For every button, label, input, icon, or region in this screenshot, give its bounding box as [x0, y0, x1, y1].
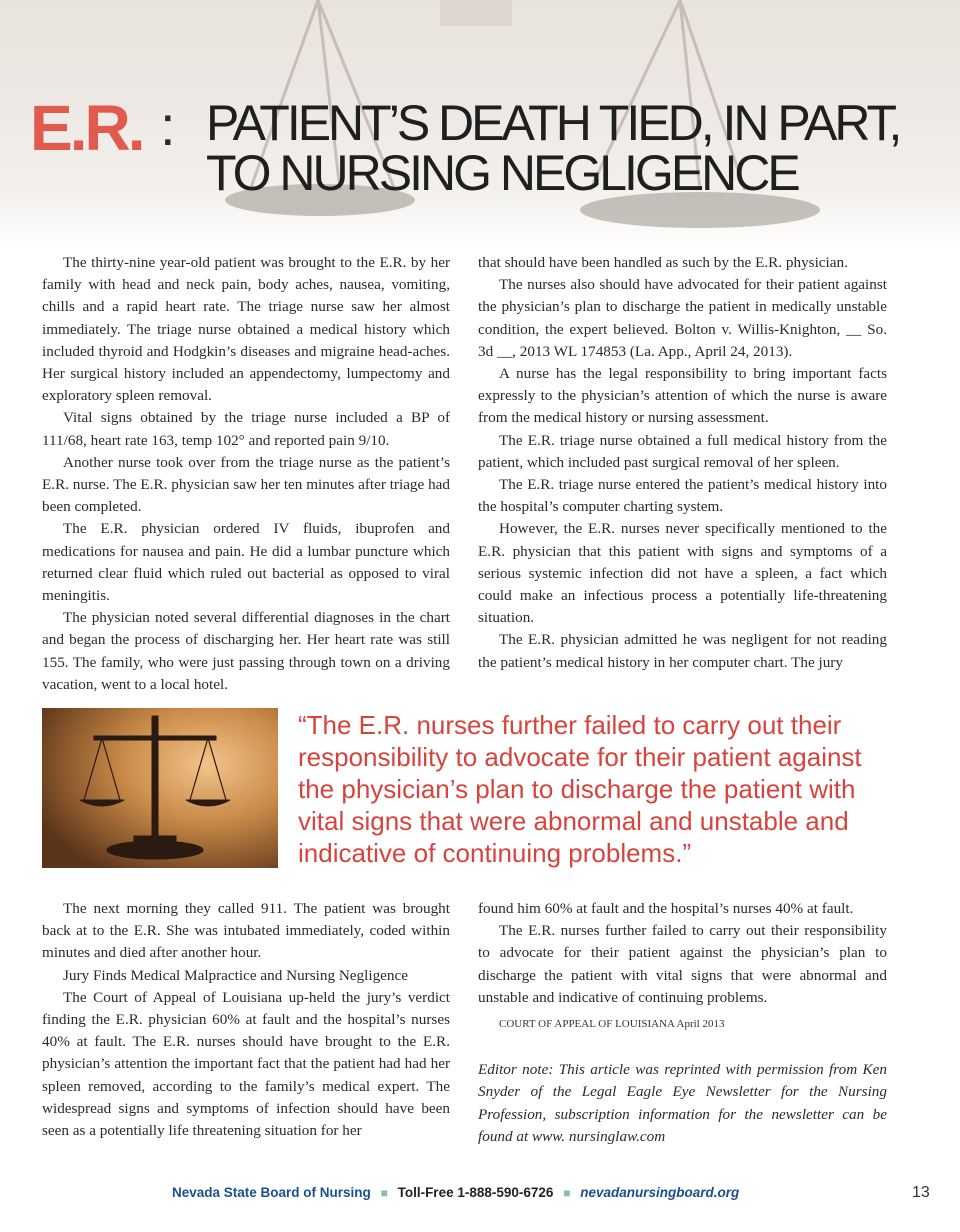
- paragraph: Another nurse took over from the triage nurse as the patient’s E.R. nurse. The E.R. physician saw her ten minutes after triage had been completed.: [42, 453, 450, 516]
- footer-org: Nevada State Board of Nursing: [172, 1185, 371, 1200]
- title-line-1: PATIENT’S DEATH TIED, IN PART,: [206, 95, 900, 151]
- paragraph: However, the E.R. nurses never specifically mentioned to the E.R. physician that this patient with signs and symptoms of a serious systemic infection did not have a spleen, a fact which could make an infectious process a potentially life-threatening situation.: [478, 520, 887, 627]
- subheading: Jury Finds Medical Malpractice and Nursing Negligence: [63, 966, 408, 984]
- paragraph: The E.R. physician admitted he was negligent for not reading the patient’s medical history in her computer chart. The jury: [478, 631, 887, 671]
- paragraph: The thirty-nine year-old patient was brought to the E.R. by her family with head and neck pain, body aches, nausea, vomiting, chills and a rapid heart rate. The triage nurse saw her almost immediately. The triage nurse obtained a medical history which included thyroid and Hodgkin’s diseases and migraine head-aches. Her surgical history included an appendectomy, lumpectomy and exploratory spleen removal.: [42, 254, 450, 405]
- paragraph: The E.R. triage nurse obtained a full medical history from the patient, which included past surgical removal of her spleen.: [478, 431, 887, 471]
- title-colon: :: [160, 94, 176, 157]
- scales-photo: [42, 708, 278, 868]
- separator-icon: ■: [563, 1186, 571, 1200]
- hero-banner-image: [0, 0, 960, 250]
- title-er-label: E.R.: [30, 92, 143, 164]
- title-line-2: TO NURSING NEGLIGENCE: [206, 145, 798, 201]
- separator-icon: ■: [380, 1186, 388, 1200]
- article-column-2: [478, 252, 887, 674]
- footer-bar: [172, 1185, 739, 1200]
- scales-of-justice-icon: [42, 708, 278, 868]
- page-title: [206, 95, 900, 201]
- paragraph: Vital signs obtained by the triage nurse included a BP of 111/68, heart rate 163, temp 102° and reported pain 9/10.: [42, 409, 450, 449]
- footer-toll-free: Toll-Free 1-888-590-6726: [397, 1185, 554, 1200]
- paragraph-continuation: that should have been handled as such by the E.R. physician.: [478, 254, 848, 271]
- editor-note: Editor note: This article was reprinted with permission from Ken Snyder of the Legal Eagle Eye Newsletter for the Nursing Profession, subscription information for the newsletter can be found at www. nursinglaw.com: [478, 1061, 887, 1145]
- paragraph: The physician noted several differential diagnoses in the chart and began the process of discharging her. Her heart rate was still 155. The family, who were just passing through town on a driving vacation, went to a local hotel.: [42, 609, 450, 693]
- article-column-1: [42, 252, 450, 696]
- paragraph: The Court of Appeal of Louisiana up-held the jury’s verdict finding the E.R. physician 60% at fault and the hospital’s nurses 40% at fault. The E.R. nurses should have brought to the E.R. physician’s attention the important fact that the patient had had her spleen removed, according to the family’s medical expert. The widespread signs and symptoms of infection should have been seen as a potentially life threatening situation for her: [42, 988, 450, 1140]
- paragraph-continuation: found him 60% at fault and the hospital’s nurses 40% at fault.: [478, 900, 854, 917]
- paragraph: The E.R. physician ordered IV fluids, ibuprofen and medications for nausea and pain. He did a lumbar puncture which returned clear fluid which ruled out bacterial as opposed to viral meningitis.: [42, 520, 450, 605]
- page-number: 13: [912, 1184, 930, 1201]
- pull-quote: “The E.R. nurses further failed to carry out their responsibility to advocate for their patient against the physician’s plan to discharge the patient with vital signs that were abnormal and unstable and indicative of continuing problems.”: [298, 710, 862, 868]
- paragraph: The nurses also should have advocated for their patient against the physician’s plan to discharge the patient in medically unstable condition, the expert believed. Bolton v. Willis-Knighton, __ So. 3d __, 2013 WL 174853 (La. App., April 24, 2013).: [478, 276, 887, 360]
- article-column-3: [42, 898, 450, 1142]
- article-column-4: [478, 898, 887, 1148]
- footer-website-link[interactable]: nevadanursingboard.org: [580, 1185, 740, 1200]
- paragraph: The E.R. triage nurse entered the patient’s medical history into the hospital’s computer charting system.: [478, 476, 887, 516]
- paragraph: The E.R. nurses further failed to carry out their responsibility to advocate for their patient against the physician’s plan to discharge the patient with vital signs that were abnormal and unstable and indicative of continuing problems.: [478, 922, 887, 1006]
- paragraph: The next morning they called 911. The patient was brought back at to the E.R. She was intubated immediately, coded within minutes and died after another hour.: [42, 900, 450, 962]
- court-citation: COURT OF APPEAL OF LOUISIANA April 2013: [499, 1018, 725, 1031]
- paragraph: A nurse has the legal responsibility to bring important facts expressly to the physician’s attention of which the nurse is aware from the medical history or nursing assessment.: [478, 365, 887, 427]
